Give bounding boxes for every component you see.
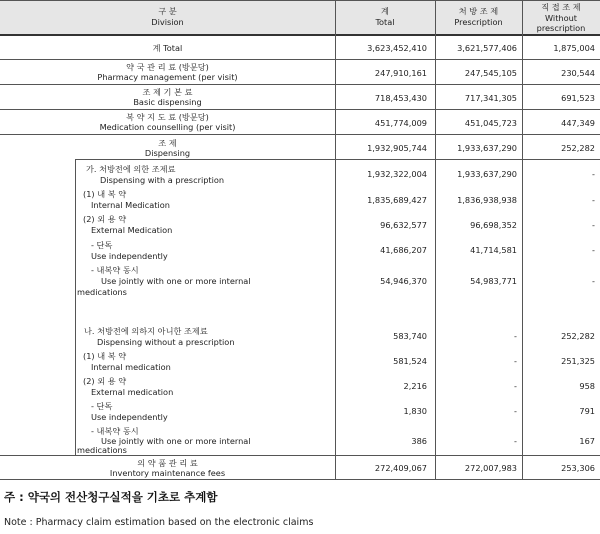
row-wo-external-en: External medication <box>91 387 174 397</box>
header-nopresc-ko: 직 접 조 제 <box>541 2 581 12</box>
row-basic-presc: 717,341,305 <box>464 93 517 103</box>
row-wo-internal-en: Internal medication <box>91 362 171 372</box>
row-wo-indep-total: 1,830 <box>403 406 427 416</box>
row-with-internal-total: 1,835,689,427 <box>367 195 427 205</box>
header-presc-ko: 처 방 조 제 <box>458 6 499 16</box>
row-dispensing-total: 1,932,905,744 <box>367 143 427 153</box>
rule-indent-left <box>75 159 76 456</box>
row-with-internal-en: Internal Medication <box>91 200 170 210</box>
row-pharm-ko: 약 국 관 리 료 (방문당) <box>126 62 209 72</box>
row-wo-joint-total: 386 <box>411 436 427 446</box>
header-nopresc-en1: Without <box>545 13 577 23</box>
row-with-presc-en: Dispensing with a prescription <box>100 175 225 185</box>
rule-total-bottom <box>0 59 600 60</box>
row-dispensing-presc: 1,933,637,290 <box>457 143 517 153</box>
row-without-presc-total: 583,740 <box>393 331 427 341</box>
row-wo-joint-ko: - 내복약 동시 <box>91 426 139 436</box>
row-wo-internal-ko: (1) 내 복 약 <box>83 351 127 361</box>
note-english: Note : Pharmacy claim estimation based on the electronic claims <box>4 517 314 528</box>
row-inventory-ko: 의 약 품 관 리 료 <box>137 458 198 468</box>
rule-top <box>0 0 600 1</box>
rule-subsection-bottom <box>0 455 600 456</box>
row-dispensing-en: Dispensing <box>144 148 191 158</box>
row-basic-en: Basic dispensing <box>133 97 202 107</box>
note-korean: 주 : 약국의 전산청구실적을 기초로 추계함 <box>4 490 218 504</box>
row-with-internal-nopresc: - <box>592 195 595 205</box>
row-with-internal-presc: 1,836,938,938 <box>457 195 517 205</box>
row-wo-indep-nopresc: 791 <box>579 406 595 416</box>
row-wo-external-nopresc: 958 <box>579 381 595 391</box>
rule-pharm-bottom <box>0 84 600 85</box>
row-wo-internal-total: 581,524 <box>393 356 427 366</box>
row-total-nopresc: 1,875,004 <box>553 43 595 53</box>
row-wo-joint-nopresc: 167 <box>579 436 595 446</box>
header-nopresc-en2: prescription <box>536 23 586 33</box>
row-basic-nopresc: 691,523 <box>561 93 595 103</box>
row-wo-indep-ko: - 단독 <box>91 401 113 411</box>
row-wo-joint-en2: medications <box>77 445 127 455</box>
row-with-presc-total: 1,932,322,004 <box>367 169 427 179</box>
row-inventory-presc: 272,007,983 <box>464 463 517 473</box>
row-with-external-ko: (2) 외 용 약 <box>83 214 127 224</box>
row-with-indep-ko: - 단독 <box>91 240 113 250</box>
row-with-internal-ko: (1) 내 복 약 <box>83 189 127 199</box>
row-with-presc-nopresc: - <box>592 169 595 179</box>
row-with-joint-nopresc: - <box>592 276 595 286</box>
row-with-external-total: 96,632,577 <box>380 220 427 230</box>
row-wo-internal-presc: - <box>514 356 517 366</box>
row-wo-indep-presc: - <box>514 406 517 416</box>
row-wo-indep-en: Use independently <box>91 412 168 422</box>
rule-counsel-bottom <box>0 134 600 135</box>
row-pharm-presc: 247,545,105 <box>464 68 517 78</box>
header-division-ko: 구 분 <box>158 6 177 16</box>
row-total-presc: 3,621,577,406 <box>457 43 517 53</box>
row-with-presc-presc: 1,933,637,290 <box>457 169 517 179</box>
rule-header-bottom <box>0 34 600 36</box>
row-with-indep-nopresc: - <box>592 245 595 255</box>
row-without-presc-nopresc: 252,282 <box>561 331 595 341</box>
row-with-joint-en1: Use jointly with one or more internal <box>101 276 251 286</box>
row-counsel-presc: 451,045,723 <box>464 118 517 128</box>
row-total-label: 계 Total <box>152 43 183 53</box>
header-total-en: Total <box>375 17 395 27</box>
row-pharm-nopresc: 230,544 <box>561 68 595 78</box>
row-basic-ko: 조 제 기 본 료 <box>142 87 193 97</box>
row-dispensing-ko: 조 제 <box>158 138 177 148</box>
row-with-joint-en2: medications <box>77 287 127 297</box>
row-counsel-ko: 복 약 지 도 료 (방문당) <box>126 112 209 122</box>
row-with-joint-total: 54,946,370 <box>380 276 427 286</box>
row-counsel-total: 451,774,009 <box>374 118 427 128</box>
row-inventory-en: Inventory maintenance fees <box>109 468 226 478</box>
rule-basic-bottom <box>0 109 600 110</box>
row-without-presc-en: Dispensing without a prescription <box>97 337 235 347</box>
row-with-external-nopresc: - <box>592 220 595 230</box>
row-wo-internal-nopresc: 251,325 <box>561 356 595 366</box>
row-inventory-nopresc: 253,306 <box>561 463 595 473</box>
row-wo-joint-en1: Use jointly with one or more internal <box>101 436 251 446</box>
row-pharm-en: Pharmacy management (per visit) <box>97 72 238 82</box>
row-basic-total: 718,453,430 <box>374 93 427 103</box>
row-inventory-total: 272,409,067 <box>374 463 427 473</box>
row-counsel-en: Medication counselling (per visit) <box>99 122 236 132</box>
rule-inventory-bottom <box>0 479 600 480</box>
row-pharm-total: 247,910,161 <box>374 68 427 78</box>
row-wo-external-presc: - <box>514 381 517 391</box>
row-counsel-nopresc: 447,349 <box>561 118 595 128</box>
header-division-en: Division <box>151 17 184 27</box>
row-without-presc-ko: 나. 처방전에 의하지 아니한 조제료 <box>84 326 208 336</box>
header-total-ko: 계 <box>381 6 389 16</box>
row-wo-external-total: 2,216 <box>403 381 427 391</box>
row-dispensing-nopresc: 252,282 <box>561 143 595 153</box>
row-total-total: 3,623,452,410 <box>367 43 427 53</box>
row-without-presc-presc: - <box>514 331 517 341</box>
row-with-indep-presc: 41,714,581 <box>470 245 517 255</box>
row-with-external-presc: 96,698,352 <box>470 220 517 230</box>
row-wo-joint-presc: - <box>514 436 517 446</box>
row-with-indep-total: 41,686,207 <box>380 245 427 255</box>
header-presc-en: Prescription <box>454 17 503 27</box>
row-with-external-en: External Medication <box>91 225 173 235</box>
row-with-joint-presc: 54,983,771 <box>470 276 517 286</box>
row-with-indep-en: Use independently <box>91 251 168 261</box>
row-with-joint-ko: - 내복약 동시 <box>91 265 139 275</box>
row-wo-external-ko: (2) 외 용 약 <box>83 376 127 386</box>
row-with-presc-ko: 가. 처방전에 의한 조제료 <box>86 164 176 174</box>
